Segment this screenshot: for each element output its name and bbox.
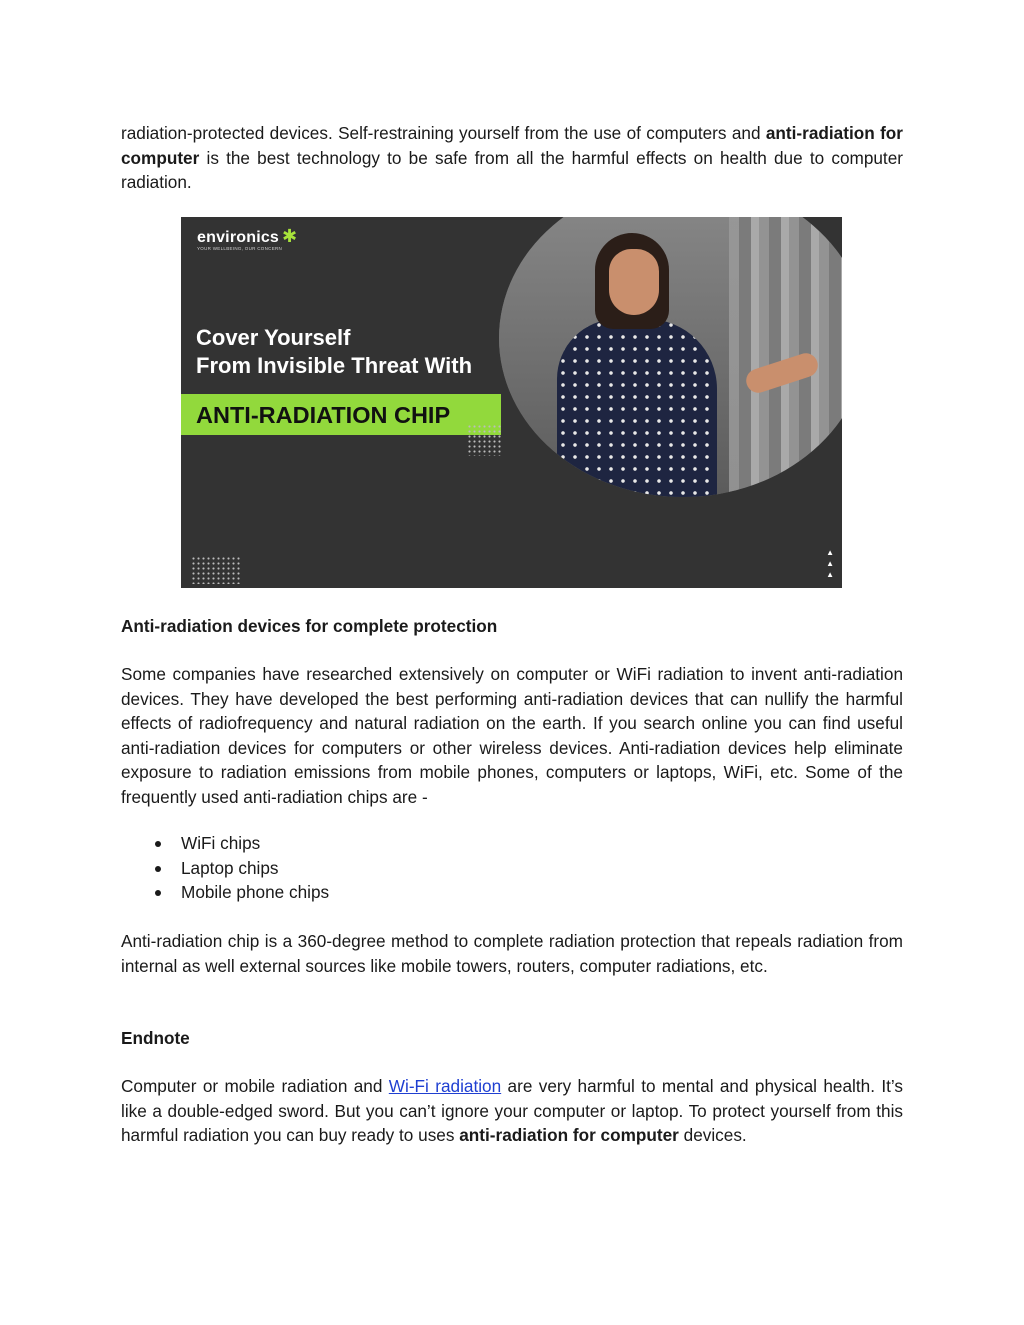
endnote-text-end: devices. (678, 1125, 747, 1145)
environics-logo (197, 226, 297, 251)
list-item: Mobile phone chips (181, 880, 329, 905)
intro-text-cont: is the best technology to be safe from all the harmful effects on health due to computer radiation. (121, 147, 903, 192)
dot-pattern-decoration (467, 424, 501, 456)
logo-tagline: YOUR WELLBEING, OUR CONCERN (197, 246, 283, 251)
endnote-heading: Endnote (121, 1028, 190, 1048)
section-paragraph: Some companies have researched extensively on computer or WiFi radiation to invent anti-radiation devices. They have developed the best performing anti-radiation devices that can nullify the harmful effects of radiofrequency and natural radiation on the earth. If you search online you can find useful anti-radiation devices for computers or other wireless devices. Anti-radiation devices help eliminate exposure to radiation emissions from mobile phones, computers or laptops, WiFi, etc. Some of the frequently used anti-radiation chips are - (121, 664, 903, 807)
endnote-text-cont: are very harmful to mental and physical health. It’s like a double-edged sword. But you can’t ignore your computer or laptop. To protect yourself from this harmful radiation you can buy ready to uses (121, 1076, 903, 1145)
anti-radiation-banner-image (181, 217, 842, 588)
curtain (729, 217, 842, 497)
woman-face (609, 249, 659, 315)
intro-bold-term: anti-radiation for computer (121, 123, 903, 168)
banner-headline-2: From Invisible Threat With (196, 353, 473, 378)
intro-paragraph (121, 121, 903, 195)
banner-headline-1: Cover Yourself (196, 325, 351, 350)
section-heading: Anti-radiation devices for complete protection (121, 616, 498, 636)
highlight-text: ANTI-RADIATION CHIP (196, 402, 451, 428)
endnote-paragraph (121, 1074, 903, 1148)
photo-circle (499, 217, 842, 497)
endnote-text: Computer or mobile radiation and (121, 1076, 389, 1096)
dot-pattern-decoration (191, 556, 241, 584)
woman-polka-dot-shirt (557, 319, 717, 497)
scroll-arrows-icon: ▲ ▲ ▲ (826, 548, 834, 579)
section-paragraph-2: Anti-radiation chip is a 360-degree method to complete radiation protection that repeals radiation from internal as well external sources like mobile towers, routers, computer radiations, etc. (121, 931, 903, 976)
logo-star-icon: ✱ (282, 226, 298, 246)
list-item: Laptop chips (181, 856, 329, 881)
intro-text: radiation-protected devices. Self-restraining yourself from the use of computers and (121, 123, 766, 143)
list-item: WiFi chips (181, 831, 329, 856)
highlight-band (181, 394, 501, 435)
logo-name: environics (197, 229, 280, 246)
wifi-radiation-link[interactable]: Wi-Fi radiation (388, 1076, 502, 1096)
endnote-bold-term: anti-radiation for computer (459, 1125, 679, 1145)
chip-list (181, 831, 329, 905)
